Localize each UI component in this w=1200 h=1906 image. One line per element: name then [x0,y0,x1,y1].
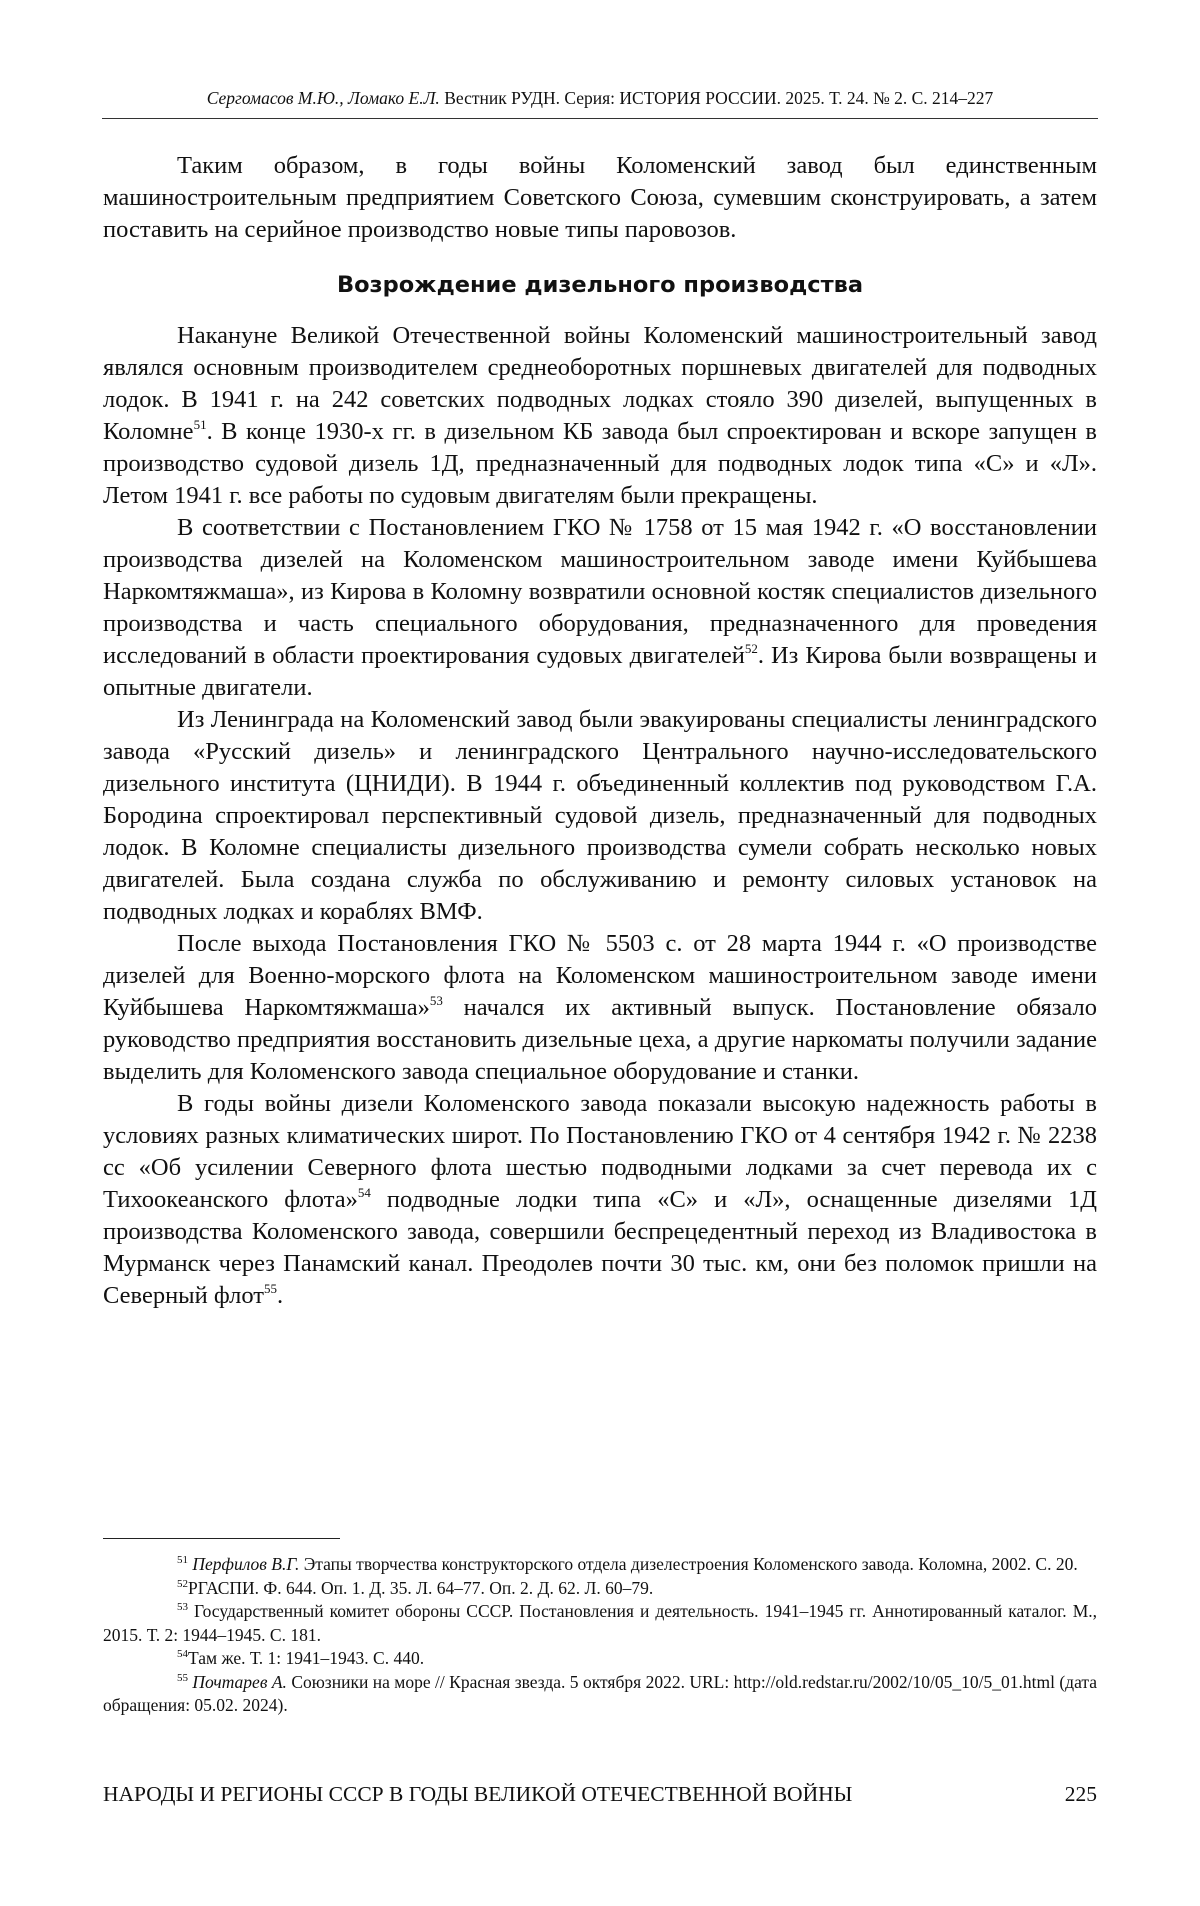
paragraph-5-text-b: подводные лодки типа «С» и «Л», оснащенные дизелями 1Д производства Коломенского завода, совершили беспрецедентный переход из Владивостока в Мурманск через Панамский канал. Преодолев почти 30 тыс. км, они без поломок пришли на Северный флот [103,1186,1097,1309]
footnote-55 [103,1671,1097,1718]
footnote-number: 54 [177,1648,188,1660]
footnote-text: Союзники на море // Красная звезда. 5 октября 2022. URL: http://old.redstar.ru/2002/10/05_10/5_01.html (дата обращения: 05.02. 2024). [103,1671,1098,1715]
paragraph-1 [103,320,1097,512]
footnote-ref-51[interactable]: 51 [193,417,207,432]
paragraph-3: Из Ленинграда на Коломенский завод были эвакуированы специалисты ленинградского завода «Русский дизель» и ленинградского Центрального научно-исследовательского дизельного института (ЦНИДИ). В 1944 г. объединенный коллектив под руководством Г.А. Бородина спроектировал перспективный судовой дизель, предназначенный для подводных лодок. В Коломне специалисты дизельного производства сумели собрать несколько новых двигателей. Была создана служба по обслуживанию и ремонту силовых установок на подводных лодках и кораблях ВМФ. [103,706,1097,925]
main-text [103,150,1097,1312]
footnote-ref-52[interactable]: 52 [744,641,758,656]
paragraph-4-text-a: После выхода Постановления ГКО № 5503 с. от 28 марта 1944 г. «О производстве дизелей для Военно-морского флота на Коломенском машиностроительном заводе имени Куйбышева Наркомтяжмаша» [103,930,1097,1021]
footnote-number: 52 [177,1577,188,1590]
paragraph-5-text-a: В годы войны дизели Коломенского завода показали высокую надежность работы в условиях разных климатических широт. По Постановлению ГКО от 4 сентября 1942 г. № 2238 сс «Об усилении Северного флота шестью подводными лодками за счет перевода их с Тихоокеанского флота» [103,1090,1097,1213]
section-heading: Возрождение дизельного производства [336,272,864,298]
running-header [102,86,1098,119]
paragraph-4-text-b: начался их активный выпуск. Постановление обязало руководство предприятия восстановить дизельные цеха, а другие наркоматы получили задание выделить для Коломенского завода специальное оборудование и станки. [103,994,1097,1085]
paragraph-1-text-a: Накануне Великой Отечественной войны Коломенский машиностроительный завод являлся основным производителем среднеоборотных поршневых двигателей для подводных лодок. В 1941 г. на 242 советских подводных лодках стояло 390 дизелей, выпущенных в Коломне [103,322,1097,445]
footer-journal-title: НАРОДЫ И РЕГИОНЫ СССР В ГОДЫ ВЕЛИКОЙ ОТЕЧЕСТВЕННОЙ ВОЙНЫ [103,1782,853,1806]
paragraph-5 [103,1088,1097,1312]
paragraph-2 [103,512,1097,704]
footnotes [103,1553,1097,1718]
footnote-51 [103,1553,1097,1577]
footnote-ref-53[interactable]: 53 [429,993,443,1008]
header-citation: Вестник РУДН. Серия: ИСТОРИЯ РОССИИ. 2025. Т. 24. № 2. С. 214–227 [444,88,994,108]
footnote-ref-54[interactable]: 54 [357,1185,371,1200]
paragraph-1-text-b: . В конце 1930-х гг. в дизельном КБ завода был спроектирован и вскоре запущен в производство судовой дизель 1Д, предназначенный для подводных лодок типа «С» и «Л». Летом 1941 г. все работы по судовым двигателям были прекращены. [103,418,1097,509]
footnote-text: Там же. Т. 1: 1941–1943. С. 440. [188,1648,425,1668]
footnote-author: Почтарев А. [192,1671,287,1692]
footnote-53 [103,1600,1097,1647]
footnote-number: 53 [177,1601,188,1613]
footnote-ref-55[interactable]: 55 [264,1281,277,1296]
header-authors: Сергомасов М.Ю., Ломако Е.Л. [206,88,440,108]
footnote-54 [103,1647,1097,1671]
footnote-number: 51 [177,1554,188,1566]
footnote-text: Государственный комитет обороны СССР. Постановления и деятельность. 1941–1945 гг. Аннотированный каталог. М., 2015. Т. 2: 1944–1945. С. 181. [103,1601,1097,1645]
paragraph-4 [103,928,1097,1088]
paragraph-5-text-c: . [277,1282,284,1309]
footnote-number: 55 [177,1671,188,1684]
paragraph-2-text-a: В соответствии с Постановлением ГКО № 1758 от 15 мая 1942 г. «О восстановлении производства дизелей на Коломенском машиностроительном заводе имени Куйбышева Наркомтяжмаша», из Кирова в Коломну возвратили основной костяк специалистов дизельного производства и часть специального оборудования, предназначенного для проведения исследований в области проектирования судовых двигателей [103,514,1097,669]
paragraph-intro: Таким образом, в годы войны Коломенский завод был единственным машиностроительным предприятием Советского Союза, сумевшим сконструировать, а затем поставить на серийное производство новые типы паровозов. [103,152,1097,243]
footnote-author: Перфилов В.Г. [192,1554,300,1574]
footnote-divider [103,1538,340,1539]
footnote-text: Этапы творчества конструкторского отдела дизелестроения Коломенского завода. Коломна, 2002. С. 20. [299,1554,1078,1574]
footnote-52 [103,1577,1097,1601]
footnote-text: РГАСПИ. Ф. 644. Оп. 1. Д. 35. Л. 64–77. Оп. 2. Д. 62. Л. 60–79. [188,1577,654,1598]
paragraph-2-text-b: . Из Кирова были возвращены и опытные двигатели. [103,642,1098,701]
page-number: 225 [1064,1782,1097,1806]
